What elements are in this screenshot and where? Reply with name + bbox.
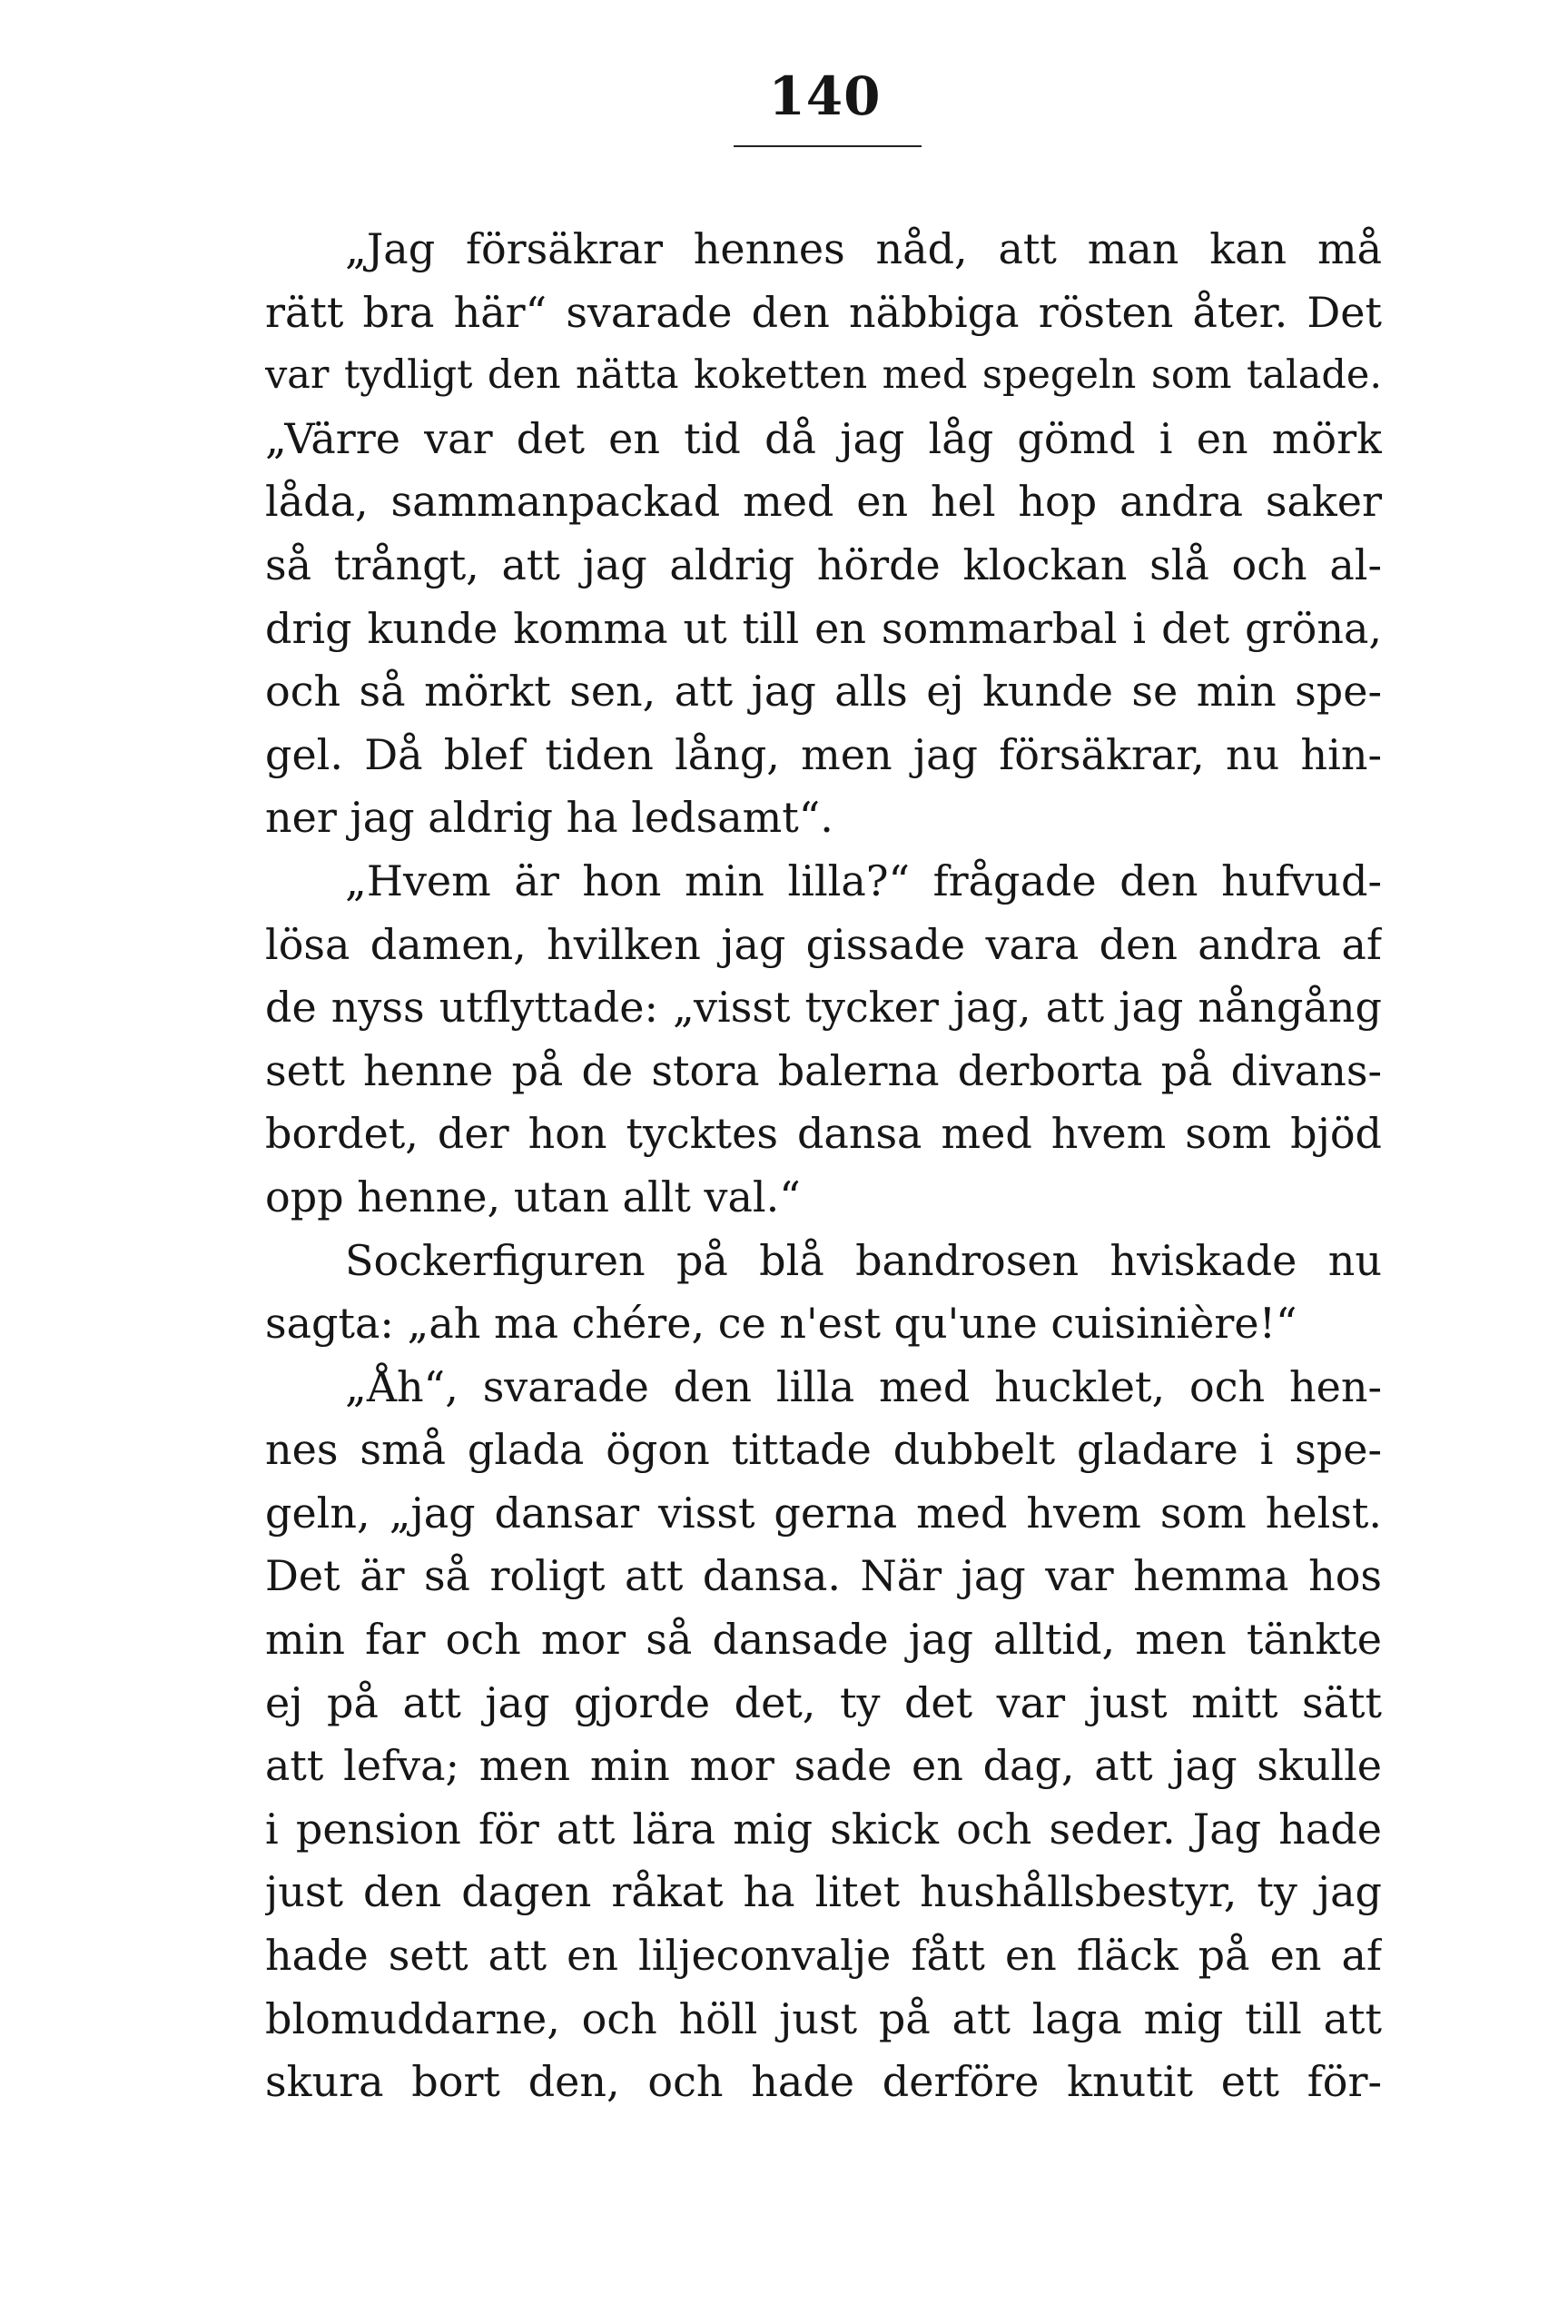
text-line: bordet, der hon tycktes dansa med hvem som bjöd (265, 1109, 1382, 1159)
text-line: nes små glada ögon tittade dubbelt gladare i spe- (265, 1425, 1382, 1475)
text-line: just den dagen råkat ha litet hushållsbestyr, ty jag (265, 1867, 1382, 1917)
text-line: så trångt, att jag aldrig hörde klockan slå och al- (265, 539, 1382, 589)
text-line: låda, sammanpackad med en hel hop andra saker (265, 477, 1382, 527)
text-line: blomuddarne, och höll just på att laga mig till att (265, 1993, 1382, 2043)
text-line: „Jag försäkrar hennes nåd, att man kan må (345, 224, 1382, 273)
text-line: Det är så roligt att dansa. När jag var hemma hos (265, 1551, 1382, 1601)
text-line: de nyss utflyttade: „visst tycker jag, att jag nångång (265, 983, 1382, 1033)
text-line: rätt bra här“ svarade den näbbiga rösten åter. Det (265, 287, 1382, 337)
text-line: min far och mor så dansade jag alltid, men tänkte (265, 1615, 1382, 1665)
text-line: „Åh“, svarade den lilla med hucklet, och hen- (345, 1361, 1382, 1411)
text-line: och så mörkt sen, att jag alls ej kunde se min spe- (265, 667, 1382, 717)
text-line: opp henne, utan allt val.“ (265, 1172, 801, 1221)
text-line: ej på att jag gjorde det, ty det var just mitt sätt (265, 1677, 1382, 1727)
header-rule (734, 145, 922, 147)
text-line: att lefva; men min mor sade en dag, att jag skulle (265, 1741, 1382, 1791)
text-line: Sockerfiguren på blå bandrosen hviskade nu (345, 1235, 1382, 1285)
text-line: „Hvem är hon min lilla?“ frågade den hufvud- (345, 855, 1382, 905)
text-line: skura bort den, och hade derföre knutit ett för- (265, 2057, 1382, 2107)
body-text (265, 218, 1382, 2114)
text-line: drig kunde komma ut till en sommarbal i det gröna, (265, 603, 1382, 653)
text-line: gel. Då blef tiden lång, men jag försäkrar, nu hin- (265, 729, 1382, 779)
text-line: var tydligt den nätta koketten med spegeln som talade. (265, 352, 1382, 399)
page-number: 140 (768, 65, 882, 127)
text-line: i pension för att lära mig skick och seder. Jag hade (265, 1804, 1382, 1854)
text-line: ner jag aldrig ha ledsamt“. (265, 793, 833, 843)
text-line: „Värre var det en tid då jag låg gömd i en mörk (265, 413, 1382, 463)
text-line: lösa damen, hvilken jag gissade vara den andra af (265, 919, 1382, 969)
text-line: geln, „jag dansar visst gerna med hvem som helst. (265, 1488, 1382, 1538)
text-line: sett henne på de stora balerna derborta på divans- (265, 1045, 1382, 1095)
text-line: hade sett att en liljeconvalje fått en fläck på en af (265, 1931, 1382, 1981)
text-line: sagta: „ah ma chére, ce n'est qu'une cuisinière!“ (265, 1299, 1297, 1349)
